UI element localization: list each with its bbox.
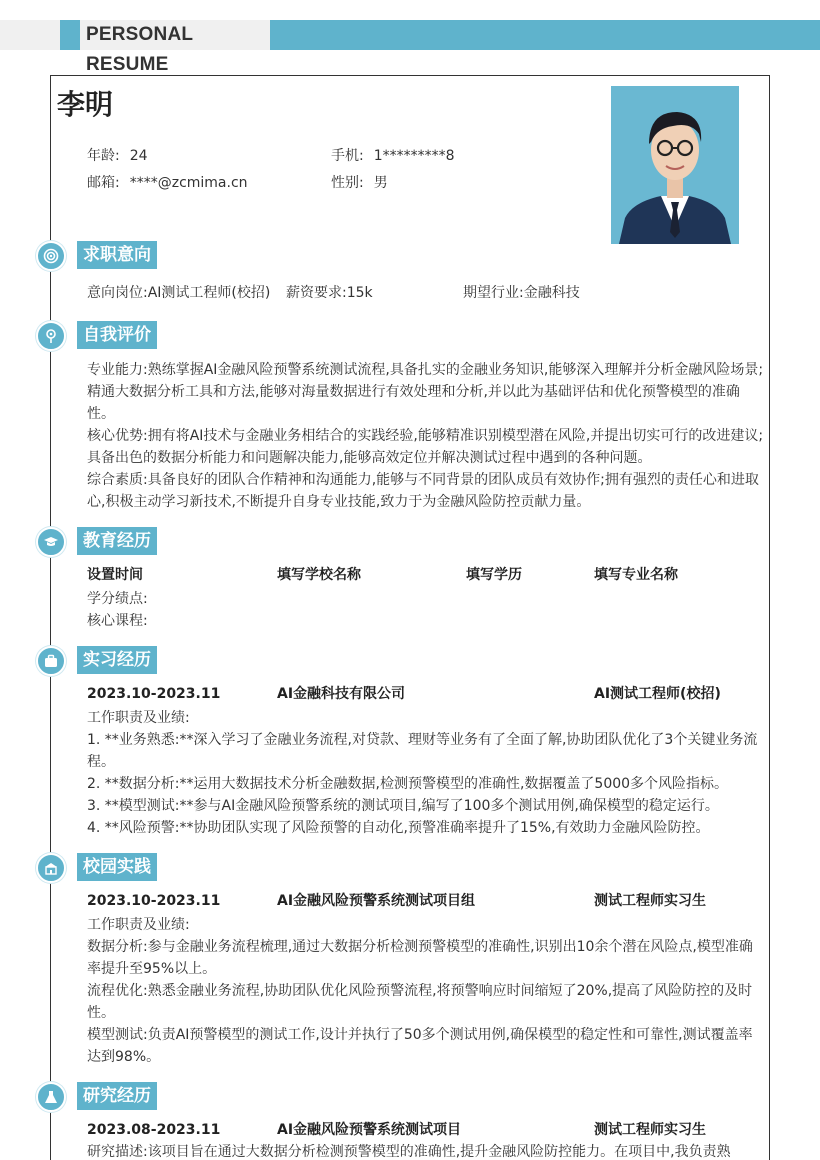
target-icon (36, 241, 66, 271)
candidate-name: 李明 (57, 88, 114, 121)
age-value: 24 (129, 148, 148, 164)
section-campus (36, 853, 770, 883)
internship-company: AI金融科技有限公司 (277, 686, 406, 702)
campus-item: 流程优化:熟悉金融业务流程,协助团队优化风险预警流程,将预警响应时间缩短了20%,提高了风险防控的及时性。 (87, 983, 753, 1021)
internship-item: 1. **业务熟悉:**深入学习了金融业务流程,对贷款、理财等业务有了全面了解,协助团队优化了3个关键业务流程。 (87, 732, 758, 770)
campus-duties-label: 工作职责及业绩: (87, 917, 190, 933)
objective-salary: 薪资要求:15k (286, 285, 373, 301)
internship-item: 4. **风险预警:**协助团队实现了风险预警的自动化,预警准确率提升了15%,有效助力金融风险防控。 (87, 820, 710, 836)
section-internship (36, 646, 770, 676)
campus-item: 模型测试:负责AI预警模型的测试工作,设计并执行了50多个测试用例,确保模型的稳定性和可靠性,测试覆盖率达到98%。 (87, 1027, 753, 1065)
campus-period: 2023.10-2023.11 (87, 893, 221, 909)
campus-role: 测试工程师实习生 (594, 893, 706, 909)
section-title-education: 教育经历 (77, 527, 157, 555)
section-title-objective: 求职意向 (77, 241, 157, 269)
internship-item: 3. **模型测试:**参与AI金融风险预警系统的测试项目,编写了100多个测试用例,确保模型的稳定运行。 (87, 798, 719, 814)
school-building-icon (36, 853, 66, 883)
research-project: AI金融风险预警系统测试项目 (277, 1122, 462, 1138)
profile-photo-illustration (611, 86, 739, 244)
email-label: 邮箱: (87, 175, 120, 191)
resume-banner (0, 20, 820, 75)
self-eval-paragraph: 核心优势:拥有将AI技术与金融业务相结合的实践经验,能够精准识别模型潜在风险,并提出切实可行的改进建议;具备出色的数据分析能力和问题解决能力,能够高效定位并解决测试过程中遇到的各种问题。 (87, 428, 764, 466)
phone-label: 手机: (331, 148, 364, 164)
internship-item: 2. **数据分析:**运用大数据技术分析金融数据,检测预警模型的准确性,数据覆盖了5000多个风险指标。 (87, 776, 729, 792)
section-title-self-eval: 自我评价 (77, 321, 157, 349)
profile-photo (611, 86, 739, 244)
flask-icon (36, 1082, 66, 1112)
campus-item: 数据分析:参与金融业务流程梳理,通过大数据分析检测预警模型的准确性,识别出10余个潜在风险点,模型准确率提升至95%以上。 (87, 939, 753, 977)
self-eval-paragraph: 综合素质:具备良好的团队合作精神和沟通能力,能够与不同背景的团队成员有效协作;拥有强烈的责任心和进取心,积极主动学习新技术,不断提升自身专业技能,致力于为金融风险防控贡献力量。 (87, 472, 759, 510)
banner-accent-square (60, 20, 80, 50)
internship-role: AI测试工程师(校招) (594, 686, 721, 702)
education-gpa-label: 学分绩点: (87, 591, 148, 607)
age-row (87, 146, 148, 166)
banner-grey-block (0, 20, 60, 50)
email-value: ****@zcmima.cn (129, 175, 248, 191)
section-title-research: 研究经历 (77, 1082, 157, 1110)
education-time: 设置时间 (87, 567, 143, 583)
education-major: 填写专业名称 (594, 567, 678, 583)
banner-title: PERSONAL RESUME (80, 20, 270, 50)
email-row (87, 173, 248, 193)
education-degree: 填写学历 (466, 567, 522, 583)
objective-position: 意向岗位:AI测试工程师(校招) (87, 285, 271, 301)
internship-duties-label: 工作职责及业绩: (87, 710, 190, 726)
objective-industry: 期望行业:金融科技 (463, 285, 580, 301)
phone-row (331, 146, 455, 166)
gender-row (331, 173, 388, 193)
campus-org: AI金融风险预警系统测试项目组 (277, 893, 476, 909)
section-education (36, 527, 770, 557)
section-title-internship: 实习经历 (77, 646, 157, 674)
graduation-cap-icon (36, 527, 66, 557)
gender-value: 男 (373, 175, 388, 191)
phone-value: 1*********8 (373, 148, 455, 164)
section-research (36, 1082, 770, 1112)
self-eval-paragraph: 专业能力:熟练掌握AI金融风险预警系统测试流程,具备扎实的金融业务知识,能够深入理解并分析金融风险场景;精通大数据分析工具和方法,能够对海量数据进行有效处理和分析,并以此为基础评估和优化预警模型的准确性。 (87, 362, 764, 422)
research-role: 测试工程师实习生 (594, 1122, 706, 1138)
section-self-eval (36, 321, 770, 351)
research-period: 2023.08-2023.11 (87, 1122, 221, 1138)
banner-accent-bar (270, 20, 820, 50)
section-objective (36, 241, 770, 271)
research-description: 研究描述:该项目旨在通过大数据分析检测预警模型的准确性,提升金融风险防控能力。在项目中,我负责熟 (87, 1144, 731, 1160)
flower-icon (36, 321, 66, 351)
gender-label: 性别: (331, 175, 364, 191)
age-label: 年龄: (87, 148, 120, 164)
section-title-campus: 校园实践 (77, 853, 157, 881)
briefcase-icon (36, 646, 66, 676)
education-school: 填写学校名称 (277, 567, 361, 583)
education-courses-label: 核心课程: (87, 613, 148, 629)
internship-period: 2023.10-2023.11 (87, 686, 221, 702)
